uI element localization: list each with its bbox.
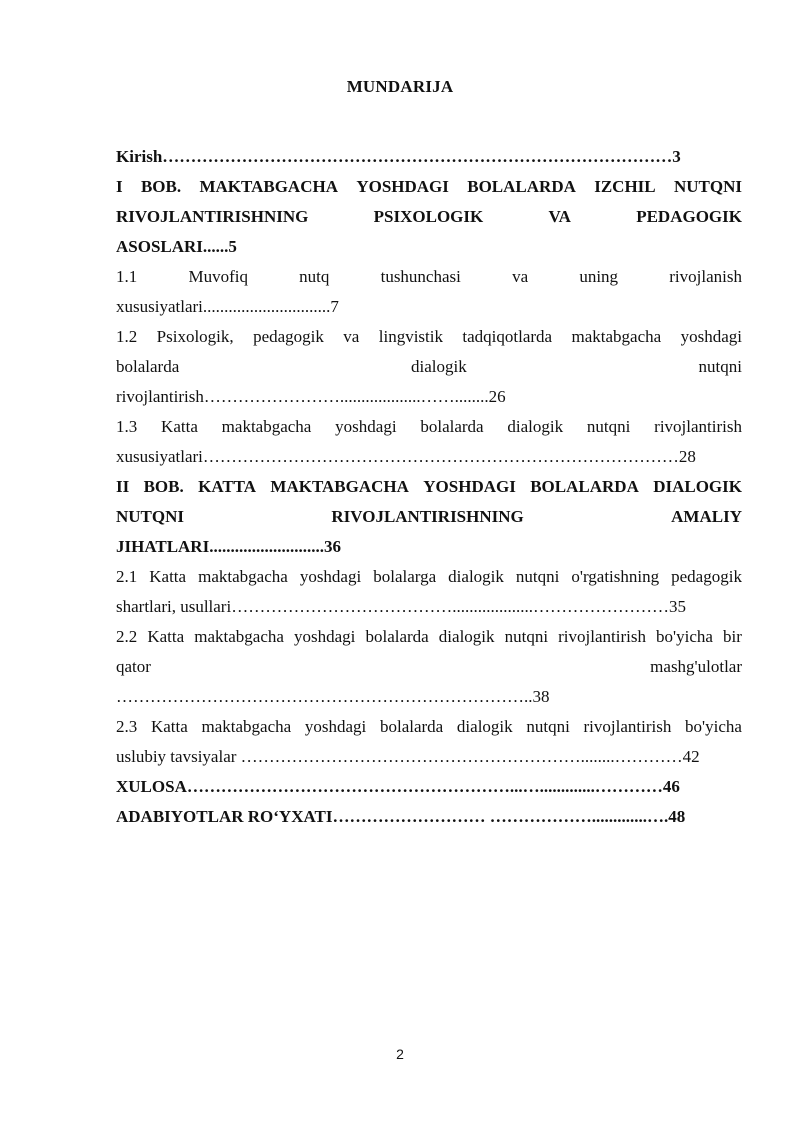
toc-word: pedagogik [253,327,324,346]
toc-line: JIHATLARI...........................36 [116,537,341,556]
toc-word: dialogik [507,417,564,436]
toc-word: rivojlantirish [583,717,672,736]
toc-word: bir [723,627,742,646]
toc-entry-chapter-1[interactable] [116,172,742,262]
toc-line [116,172,742,202]
toc-entry-section-2-1[interactable] [116,562,742,622]
toc-line [116,322,742,352]
toc-word: Katta [161,417,198,436]
toc-word: nutq [299,267,330,286]
toc-word: YOSHDAGI [356,177,449,196]
toc-line [116,562,742,592]
toc-word: maktabgacha [194,627,284,646]
toc-word: nutqni [504,627,549,646]
toc-word: yoshdagi [680,327,742,346]
toc-entry-adabiyotlar[interactable] [116,802,742,832]
toc-word: bolalarda [379,717,444,736]
toc-word: o'rgatishning [571,567,660,586]
toc-word: Katta [147,627,185,646]
table-of-contents [116,142,742,832]
toc-entry-xulosa[interactable] [116,772,742,802]
toc-word: YOSHDAGI [423,477,516,496]
toc-word: dialogik [456,717,513,736]
toc-line: xususiyatlari…………………………………………………………………………28 [116,447,696,466]
toc-line [116,202,742,232]
toc-word: dialogik [438,627,495,646]
toc-word: RIVOJLANTIRISHNING [116,207,309,226]
toc-entry-kirish[interactable] [116,142,742,172]
toc-word: Muvofiq [188,267,248,286]
toc-line: Kirish………………………………………………………………………………3 [116,147,681,166]
toc-word: NUTQNI [673,177,742,196]
toc-line [116,502,742,532]
toc-line [116,262,742,292]
page-title: MUNDARIJA [346,77,454,96]
toc-word: VA [548,207,571,226]
page-number: 2 [396,1046,404,1062]
toc-word: BOLALARDA [467,177,576,196]
toc-word: MAKTABGACHA [270,477,409,496]
toc-word: nutqni [698,357,742,376]
toc-word: maktabgacha [198,567,288,586]
toc-line: uslubiy tavsiyalar ……………………………………………………........…………42 [116,747,700,766]
toc-entry-section-2-2[interactable] [116,622,742,712]
toc-word: tushunchasi [380,267,461,286]
toc-word: nutqni [586,417,631,436]
toc-word: uning [579,267,619,286]
toc-word: bolalarda [365,627,429,646]
toc-word: 2.1 [116,567,138,586]
toc-word: IZCHIL [594,177,656,196]
toc-word: yoshdagi [299,567,362,586]
toc-word: pedagogik [671,567,742,586]
toc-line: ASOSLARI......5 [116,237,237,256]
toc-word: va [343,327,360,346]
toc-word: NUTQNI [116,507,185,526]
toc-word: MAKTABGACHA [199,177,338,196]
toc-line [116,652,742,682]
toc-line [116,352,742,382]
toc-word: bolalarda [116,357,180,376]
toc-word: RIVOJLANTIRISHNING [331,507,524,526]
toc-line: xususiyatlari..............................7 [116,297,339,316]
toc-word: 2.2 [116,627,138,646]
toc-word: qator [116,657,151,676]
toc-word: DIALOGIK [653,477,742,496]
toc-word: Psixologik, [156,327,234,346]
toc-word: 1.1 [116,267,138,286]
toc-word: Katta [150,717,188,736]
toc-word: va [512,267,529,286]
toc-line [116,412,742,442]
toc-word: I [116,177,123,196]
toc-entry-section-1-1[interactable] [116,262,742,322]
toc-word: PEDAGOGIK [636,207,742,226]
toc-word: mashg'ulotlar [650,657,742,676]
toc-line [116,472,742,502]
toc-entry-section-1-2[interactable] [116,322,742,412]
toc-word: nutqni [526,717,570,736]
toc-word: maktabgacha [221,417,312,436]
toc-word: dialogik [411,357,467,376]
toc-line: shartlari, usullari…………………………………...................……………………35 [116,597,686,616]
toc-line: ADABIYOTLAR RO‘YXATI……………………… ……………….............….48 [116,807,686,826]
toc-word: rivojlantirish [654,417,742,436]
toc-word: II [116,477,130,496]
toc-word: maktabgacha [201,717,292,736]
toc-word: maktabgacha [571,327,662,346]
toc-word: bo'yicha [685,717,742,736]
toc-word: bolalarda [420,417,484,436]
toc-word: lingvistik [378,327,443,346]
toc-entry-section-1-3[interactable] [116,412,742,472]
toc-line: XULOSA…………………………………………………...….............…………46 [116,777,680,796]
toc-word: yoshdagi [294,627,356,646]
toc-line [116,622,742,652]
toc-word: bolalarga [373,567,437,586]
toc-word: 2.3 [116,717,138,736]
toc-word: rivojlantirish [558,627,646,646]
toc-word: rivojlanish [669,267,742,286]
toc-word: AMALIY [671,507,742,526]
toc-word: Katta [149,567,187,586]
toc-word: dialogik [448,567,504,586]
toc-word: tadqiqotlarda [462,327,553,346]
toc-word: PSIXOLOGIK [373,207,484,226]
toc-word: 1.3 [116,417,138,436]
toc-line: rivojlantirish……………………...................……........26 [116,387,506,406]
toc-word: 1.2 [116,327,138,346]
toc-line [116,712,742,742]
toc-word: BOLALARDA [530,477,639,496]
toc-word: yoshdagi [304,717,367,736]
toc-word: BOB. [143,477,184,496]
toc-word: yoshdagi [335,417,397,436]
toc-entry-section-2-3[interactable] [116,712,742,772]
toc-word: KATTA [198,477,257,496]
toc-line: ………………………………………………………………..38 [116,687,550,706]
toc-word: nutqni [515,567,560,586]
toc-entry-chapter-2[interactable] [116,472,742,562]
toc-word: bo'yicha [656,627,713,646]
toc-word: BOB. [140,177,182,196]
